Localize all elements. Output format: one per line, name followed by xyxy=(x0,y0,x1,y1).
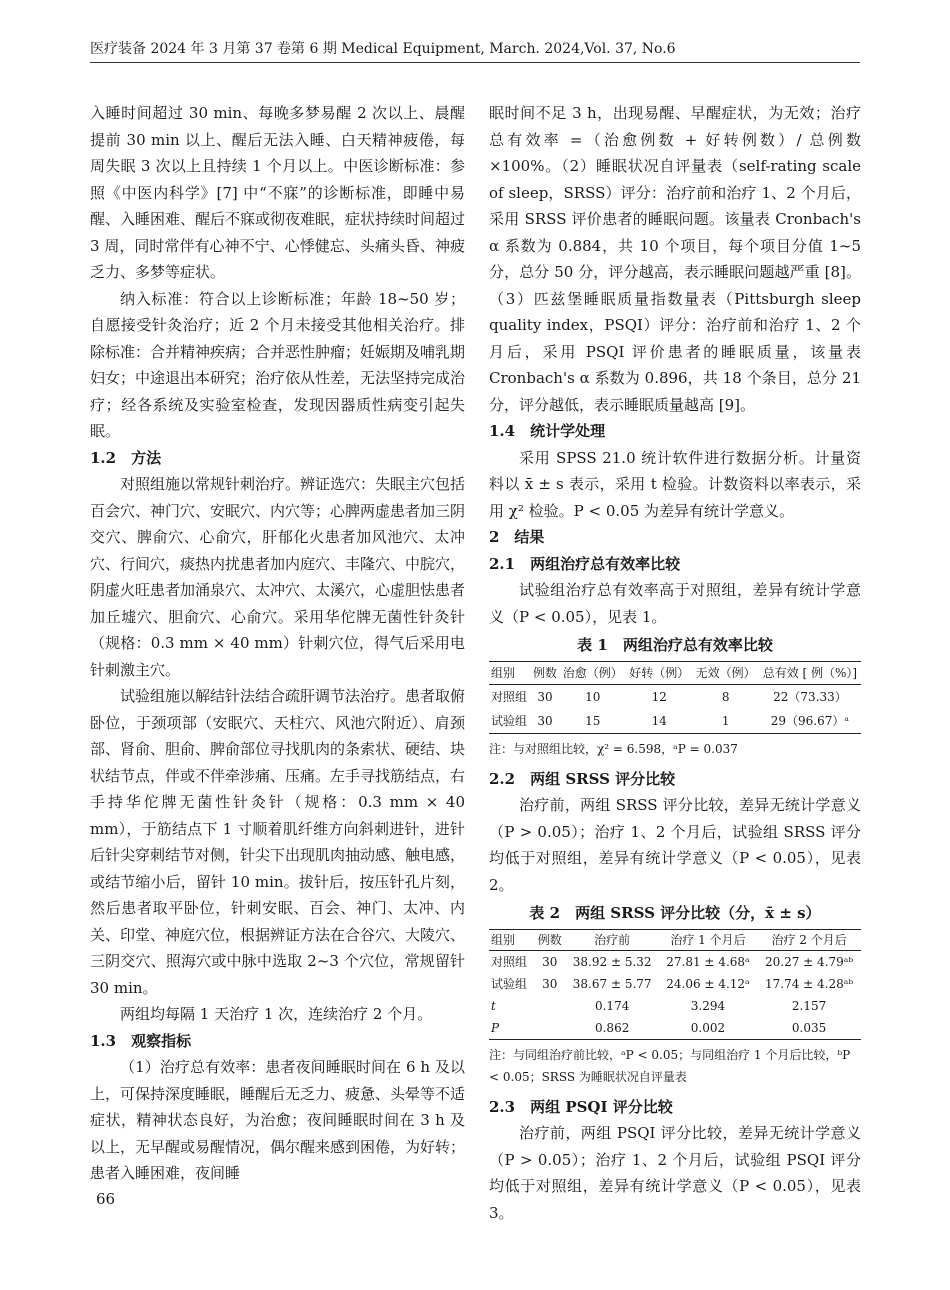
section-heading: 2 结果 xyxy=(489,528,545,546)
table-cell: P xyxy=(491,1020,500,1035)
table-header-cell: 治疗 2 个月后 xyxy=(757,929,861,950)
table-1-note: 注：与对照组比较，χ² = 6.598，ᵃP = 0.037 xyxy=(489,741,738,756)
table-cell: 22（73.33） xyxy=(773,689,847,704)
table-header-cell: 总有效 [ 例（%）] xyxy=(759,661,861,684)
paragraph: 对照组施以常规针刺治疗。辨证选穴：失眠主穴包括百会穴、神门穴、安眠穴、内穴等；心脾两虚患者加三阴交穴、脾俞穴、心俞穴，肝郁化火患者加风池穴、太冲穴、行间穴，痰热内扰患者加内庭穴、丰隆穴、中脘穴，阴虚火旺患者加涌泉穴、太冲穴、太溪穴，心虚胆怯患者加丘墟穴、胆俞穴、心俞穴。采用华佗牌无菌性针灸针（规格：0.3 mm × 40 mm）针刺穴位，得气后采用电针刺激主穴。 xyxy=(90,475,466,679)
table-cell: 12 xyxy=(651,689,667,704)
table-cell: 0.035 xyxy=(791,1020,827,1035)
section-heading: 1.2 方法 xyxy=(90,448,162,467)
paragraph: 两组均每隔 1 天治疗 1 次，连续治疗 2 个月。 xyxy=(120,1005,433,1023)
table-cell: 29（96.67）ᵃ xyxy=(770,713,850,728)
table-cell: 15 xyxy=(585,713,601,728)
table-cell: 30 xyxy=(537,713,553,728)
table-header-cell: 组别 xyxy=(489,929,534,950)
table-cell: 27.81 ± 4.68ᵃ xyxy=(666,954,750,969)
paragraph: 治疗前，两组 SRSS 评分比较，差异无统计学意义（P > 0.05）；治疗 1、2 个月后，试验组 SRSS 评分均低于对照组，差异有统计学意义（P < 0.05），见表 2。 xyxy=(489,796,861,894)
table-cell: 8 xyxy=(721,689,730,704)
right-column xyxy=(489,100,861,1226)
table-cell: 对照组 xyxy=(491,689,528,704)
table-cell: 17.74 ± 4.28ᵃᵇ xyxy=(764,976,854,991)
section-heading: 2.2 两组 SRSS 评分比较 xyxy=(489,769,676,788)
paragraph: 治疗前，两组 PSQI 评分比较，差异无统计学意义（P > 0.05）；治疗 1、2 个月后，试验组 PSQI 评分均低于对照组，差异有统计学意义（P < 0.05），见表 3。 xyxy=(489,1124,861,1222)
table-cell: 14 xyxy=(651,713,667,728)
table-cell: 1 xyxy=(721,713,730,728)
section-heading: 1.3 观察指标 xyxy=(90,1031,192,1050)
table-cell: 30 xyxy=(542,954,558,969)
table-cell: 3.294 xyxy=(690,998,726,1013)
paragraph: 采用 SPSS 21.0 统计软件进行数据分析。计量资料以 x̄ ± s 表示，采用 t 检验。计数资料以率表示，采用 χ² 检验。P < 0.05 为差异有统计学意义。 xyxy=(489,448,861,520)
table-cell: 2.157 xyxy=(791,998,827,1013)
left-column xyxy=(90,100,465,1187)
page-number: 66 xyxy=(96,1190,116,1208)
table-cell: 38.92 ± 5.32 xyxy=(572,954,652,969)
table-row xyxy=(489,1017,861,1040)
table-row xyxy=(489,709,861,734)
table-1 xyxy=(489,661,861,734)
table-row xyxy=(489,995,861,1017)
table-2-title: 表 2 两组 SRSS 评分比较（分，x̄ ± s） xyxy=(529,904,821,922)
table-header-cell: 无效（例） xyxy=(692,661,758,684)
section-heading: 1.4 统计学处理 xyxy=(489,422,606,440)
table-cell: 30 xyxy=(542,976,558,991)
paragraph: 入睡时间超过 30 min、每晚多梦易醒 2 次以上、晨醒提前 30 min 以上、醒后无法入睡、白天精神疲倦，每周失眠 3 次以上且持续 1 个月以上。中医诊断标准：参照《中医内科学》[7] 中“不寐”的诊断标准，即睡中易醒、入睡困难、醒后不寐或彻夜难眠，症状持续时间超过 3 周，同时常伴有心神不宁、心悸健忘、头痛头昏、神疲乏力、多梦等症状。 xyxy=(90,104,466,281)
table-row xyxy=(489,973,861,995)
table-cell: 试验组 xyxy=(491,713,528,728)
table-cell: 20.27 ± 4.79ᵃᵇ xyxy=(764,954,854,969)
paragraph: 试验组施以解结针法结合疏肝调节法治疗。患者取俯卧位，于颈项部（安眠穴、天柱穴、风池穴附近）、肩颈部、肾俞、胆俞、脾俞部位寻找肌肉的条索状、硬结、块状结节点，伴或不伴牵涉痛、压痛。左手寻找筋结点，右手持华佗牌无菌性针灸针（规格：0.3 mm × 40 mm），于筋结点下 1 寸顺着肌纤维方向斜刺进针，进针后针尖穿刺结节对侧，针尖下出现肌肉抽动感、触电感，或结节缩小后，留针 10 min。拔针后，按压针孔片刻，然后患者取平卧位，针刺安眠、百会、神门、太冲、内关、印堂、神庭穴位，根据辨证方法在合谷穴、大陵穴、三阴交穴、照海穴或中脉中选取 2~3 个穴位，常规留针 30 min。 xyxy=(90,687,466,997)
table-header-cell: 例数 xyxy=(531,661,560,684)
table-cell: 0.862 xyxy=(594,1020,630,1035)
table-row xyxy=(489,950,861,973)
table-cell: 38.67 ± 5.77 xyxy=(572,976,652,991)
table-cell: 10 xyxy=(585,689,601,704)
table-cell: 30 xyxy=(537,689,553,704)
running-header: 医疗装备 2024 年 3 月第 37 卷第 6 期 Medical Equipment, March. 2024,Vol. 37, No.6 xyxy=(90,41,676,57)
table-cell xyxy=(534,995,566,1017)
table-cell: 0.002 xyxy=(690,1020,726,1035)
paragraph: 试验组治疗总有效率高于对照组，差异有统计学意义（P < 0.05），见表 1。 xyxy=(489,581,861,626)
table-2-note: 注：与同组治疗前比较，ᵃP < 0.05；与同组治疗 1 个月后比较，ᵇP < 0.05；SRSS 为睡眠状况自评量表 xyxy=(489,1047,851,1084)
table-header-cell: 治疗前 xyxy=(566,929,659,950)
section-heading: 2.3 两组 PSQI 评分比较 xyxy=(489,1097,673,1116)
paragraph: 眠时间不足 3 h，出现易醒、早醒症状，为无效；治疗总有效率 =（治愈例数 + 好转例数）/ 总例数 ×100%。（2）睡眠状况自评量表（self-rating scale of sleep，SRSS）评分：治疗前和治疗 1、2 个月后，采用 SRSS 评价患者的睡眠问题。该量表 Cronbach's α 系数为 0.884，共 10 个项目，每个项目分值 1~5 分，总分 50 分，评分越高，表示睡眠问题越严重 [8]。（3）匹兹堡睡眠质量指数量表（Pittsburgh sleep quality index，PSQI）评分：治疗前和治疗 1、2 个月后，采用 PSQI 评价患者的睡眠质量，该量表 Cronbach's α 系数为 0.896，共 18 个条目，总分 21 分，评分越低，表示睡眠质量越高 [9]。 xyxy=(489,104,861,414)
table-cell: 24.06 ± 4.12ᵃ xyxy=(666,976,750,991)
table-row xyxy=(489,684,861,709)
paragraph: （1）治疗总有效率：患者夜间睡眠时间在 6 h 及以上，可保持深度睡眠，睡醒后无乏力、疲惫、头晕等不适症状，精神状态良好，为治愈；夜间睡眠时间在 3 h 及以上，无早醒或易醒情况，偶尔醒来感到困倦，为好转；患者入睡困难，夜间睡 xyxy=(90,1058,466,1182)
paragraph: 纳入标准：符合以上诊断标准；年龄 18~50 岁；自愿接受针灸治疗；近 2 个月未接受其他相关治疗。排除标准：合并精神疾病；合并恶性肿瘤；妊娠期及哺乳期妇女；中途退出本研究；治疗依从性差，无法坚持完成治疗；经各系统及实验室检查，发现因器质性病变引起失眠。 xyxy=(90,289,466,440)
section-heading: 2.1 两组治疗总有效率比较 xyxy=(489,554,681,573)
table-header-cell: 治愈（例） xyxy=(560,661,626,684)
table-cell: 对照组 xyxy=(491,954,528,969)
table-cell xyxy=(534,1017,566,1040)
header-rule xyxy=(90,62,860,63)
table-header-cell: 治疗 1 个月后 xyxy=(659,929,757,950)
table-cell: 0.174 xyxy=(594,998,630,1013)
table-header-cell: 例数 xyxy=(534,929,566,950)
table-header-cell: 组别 xyxy=(489,661,531,684)
table-1-title: 表 1 两组治疗总有效率比较 xyxy=(577,636,773,654)
table-cell: t xyxy=(491,998,496,1013)
table-cell: 试验组 xyxy=(491,976,528,991)
table-header-cell: 好转（例） xyxy=(626,661,692,684)
table-2 xyxy=(489,929,861,1040)
